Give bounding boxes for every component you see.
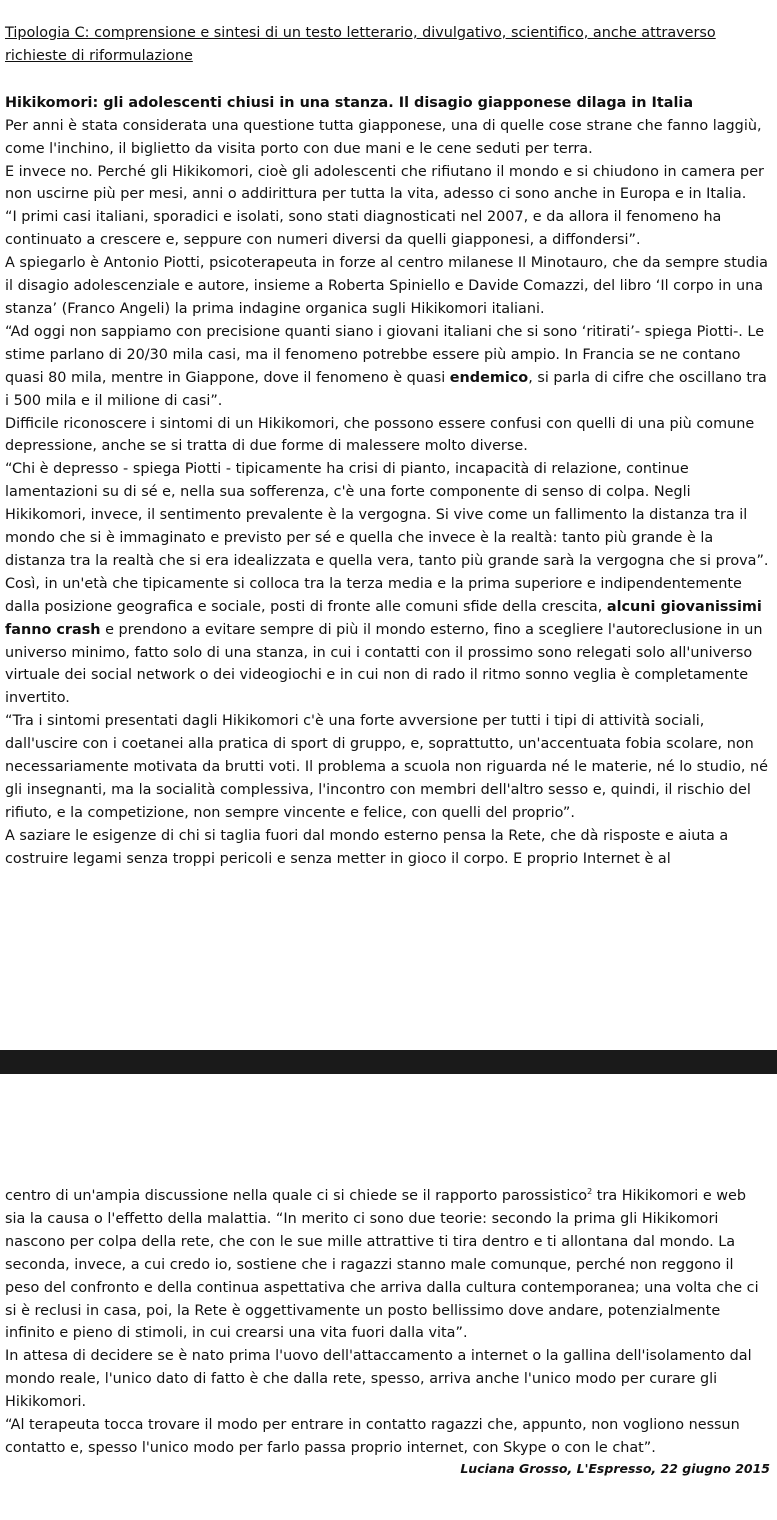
paragraph-1: Per anni è stata considerata una questione tutta giapponese, una di quelle cose strane che fanno laggiù, come l'inchino, il biglietto da visita porto con due mani e le cene seduti per terra. xyxy=(5,117,762,157)
paragraph-11 xyxy=(5,1185,770,1345)
bold-phrase-crash: alcuni giovanissimi fanno crash xyxy=(5,598,762,638)
document-page-top xyxy=(5,22,770,871)
document-page-bottom xyxy=(5,1185,770,1478)
paragraph-6: Difficile riconoscere i sintomi di un Hikikomori, che possono essere confusi con quelli di una più comune depressione, anche se si tratta di due forme di malessere molto diverse. xyxy=(5,415,755,455)
paragraph-10: A saziare le esigenze di chi si taglia fuori dal mondo esterno pensa la Rete, che dà risposte e aiuta a costruire legami senza troppi pericoli e senza metter in gioco il corpo. E proprio Internet è al xyxy=(5,827,729,867)
paragraph-9: “Tra i sintomi presentati dagli Hikikomori c'è una forte avversione per tutti i tipi di attività sociali, dall'uscire con i coetanei alla pratica di sport di gruppo, e, soprattutto, un'accentuata fobia scolare, non necessariamente motivata da brutti voti. Il problema a scuola non riguarda né le materie, né lo studio, né gli insegnanti, ma la socialità complessiva, l'incontro con membri dell'altro sesso e, quindi, il rischio del rifiuto, e la competizione, non sempre vincente e felice, con quelli del proprio”. xyxy=(5,713,768,821)
article-credit: Luciana Grosso, L'Espresso, 22 giugno 2015 xyxy=(460,1460,770,1476)
bold-term-endemico: endemico xyxy=(449,369,529,386)
paragraph-3: “I primi casi italiani, sporadici e isolati, sono stati diagnosticati nel 2007, e da allora il fenomeno ha continuato a crescere e, seppure con numeri diversi da quelli giapponesi, a diffondersi”. xyxy=(5,209,722,249)
paragraph-5-text-b: , si parla di cifre che oscillano tra i 500 mila e il milione di casi”. xyxy=(5,369,767,409)
paragraph-8-text-a: Così, in un'età che tipicamente si colloca tra la terza media e la prima superiore e indipendentemente dalla posizione geografica e sociale, posti di fronte alle comuni sfide della crescita, xyxy=(5,575,742,615)
paragraph-5 xyxy=(5,321,770,413)
paragraph-7: “Chi è depresso - spiega Piotti - tipicamente ha crisi di pianto, incapacità di relazione, continue lamentazioni su di sé e, nella sua sofferenza, c'è una forte componente di senso di colpa. Negli Hikikomori, invece, il sentimento prevalente è la vergogna. Si vive come un fallimento la distanza tra il mondo che si è immaginato e previsto per sé e quella che invece è la realtà: tanto più grande è la distanza tra la realtà che si era idealizzata e quella vera, tanto più grande sarà la vergogna che si prova”. xyxy=(5,461,769,569)
paragraph-12: In attesa di decidere se è nato prima l'uovo dell'attaccamento a internet o la gallina dell'isolamento dal mondo reale, l'unico dato di fatto è che dalla rete, spesso, arriva anche l'unico modo per curare gli Hikikomori. xyxy=(5,1348,752,1411)
paragraph-8-text-b: e prendono a evitare sempre di più il mondo esterno, fino a scegliere l'autoreclusione in un universo minimo, fatto solo di una stanza, in cui i contatti con il prossimo sono relegati solo all'universo virtuale dei social network o dei videogiochi e in cui non di rado il ritmo sonno veglia è completamente invertito. xyxy=(5,621,763,707)
paragraph-5-text-a: “Ad oggi non sappiamo con precisione quanti siano i giovani italiani che si sono ‘ritirati’- spiega Piotti-. Le stime parlano di 20/30 mila casi, ma il fenomeno potrebbe essere più ampio. In Francia se ne contano quasi 80 mila, mentre in Giappone, dove il fenomeno è quasi xyxy=(5,323,765,386)
footnote-marker: 2 xyxy=(587,1187,593,1197)
paragraph-2: E invece no. Perché gli Hikikomori, cioè gli adolescenti che rifiutano il mondo e si chiudono in camera per non uscirne più per mesi, anni o addirittura per tutta la vita, adesso ci sono anche in Europa e in Italia. xyxy=(5,163,764,203)
paragraph-4: A spiegarlo è Antonio Piotti, psicoterapeuta in forze al centro milanese Il Minotauro, che da sempre studia il disagio adolescenziale e autore, insieme a Roberta Spiniello e Davide Comazzi, del libro ‘Il corpo in una stanza’ (Franco Angeli) la prima indagine organica sugli Hikikomori italiani. xyxy=(5,255,768,317)
assignment-title: Tipologia C: comprensione e sintesi di un testo letterario, divulgativo, scientifico, anche attraverso richieste di riformulazione xyxy=(5,25,716,64)
paragraph-11-text-b: tra Hikikomori e web sia la causa o l'effetto della malattia. “In merito ci sono due teorie: secondo la prima gli Hikikomori nascono per colpa della rete, che con le sue mille attrattive ti tira dentro e ti allontana dal mondo. La seconda, invece, a cui credo io, sostiene che i ragazzi stanno male comunque, perché non reggono il peso del confronto e della continua aspettativa che arriva dalla cultura contemporanea; una volta che ci si è reclusi in casa, poi, la Rete è oggettivamente un posto bellissimo dove andare, potenzialmente infinito e pieno di stimoli, in cui crearsi una vita fuori dalla vita”. xyxy=(5,1188,759,1342)
paragraph-13: “Al terapeuta tocca trovare il modo per entrare in contatto ragazzi che, appunto, non vogliono nessun contatto e, spesso l'unico modo per farlo passa proprio internet, con Skype o con le chat”. xyxy=(5,1417,740,1456)
page-separator-bar xyxy=(0,1050,777,1074)
article-headline: Hikikomori: gli adolescenti chiusi in una stanza. Il disagio giapponese dilaga in Italia xyxy=(5,94,694,111)
paragraph-8 xyxy=(5,573,770,710)
paragraph-11-text-a: centro di un'ampia discussione nella quale ci si chiede se il rapporto parossistico xyxy=(5,1188,588,1204)
